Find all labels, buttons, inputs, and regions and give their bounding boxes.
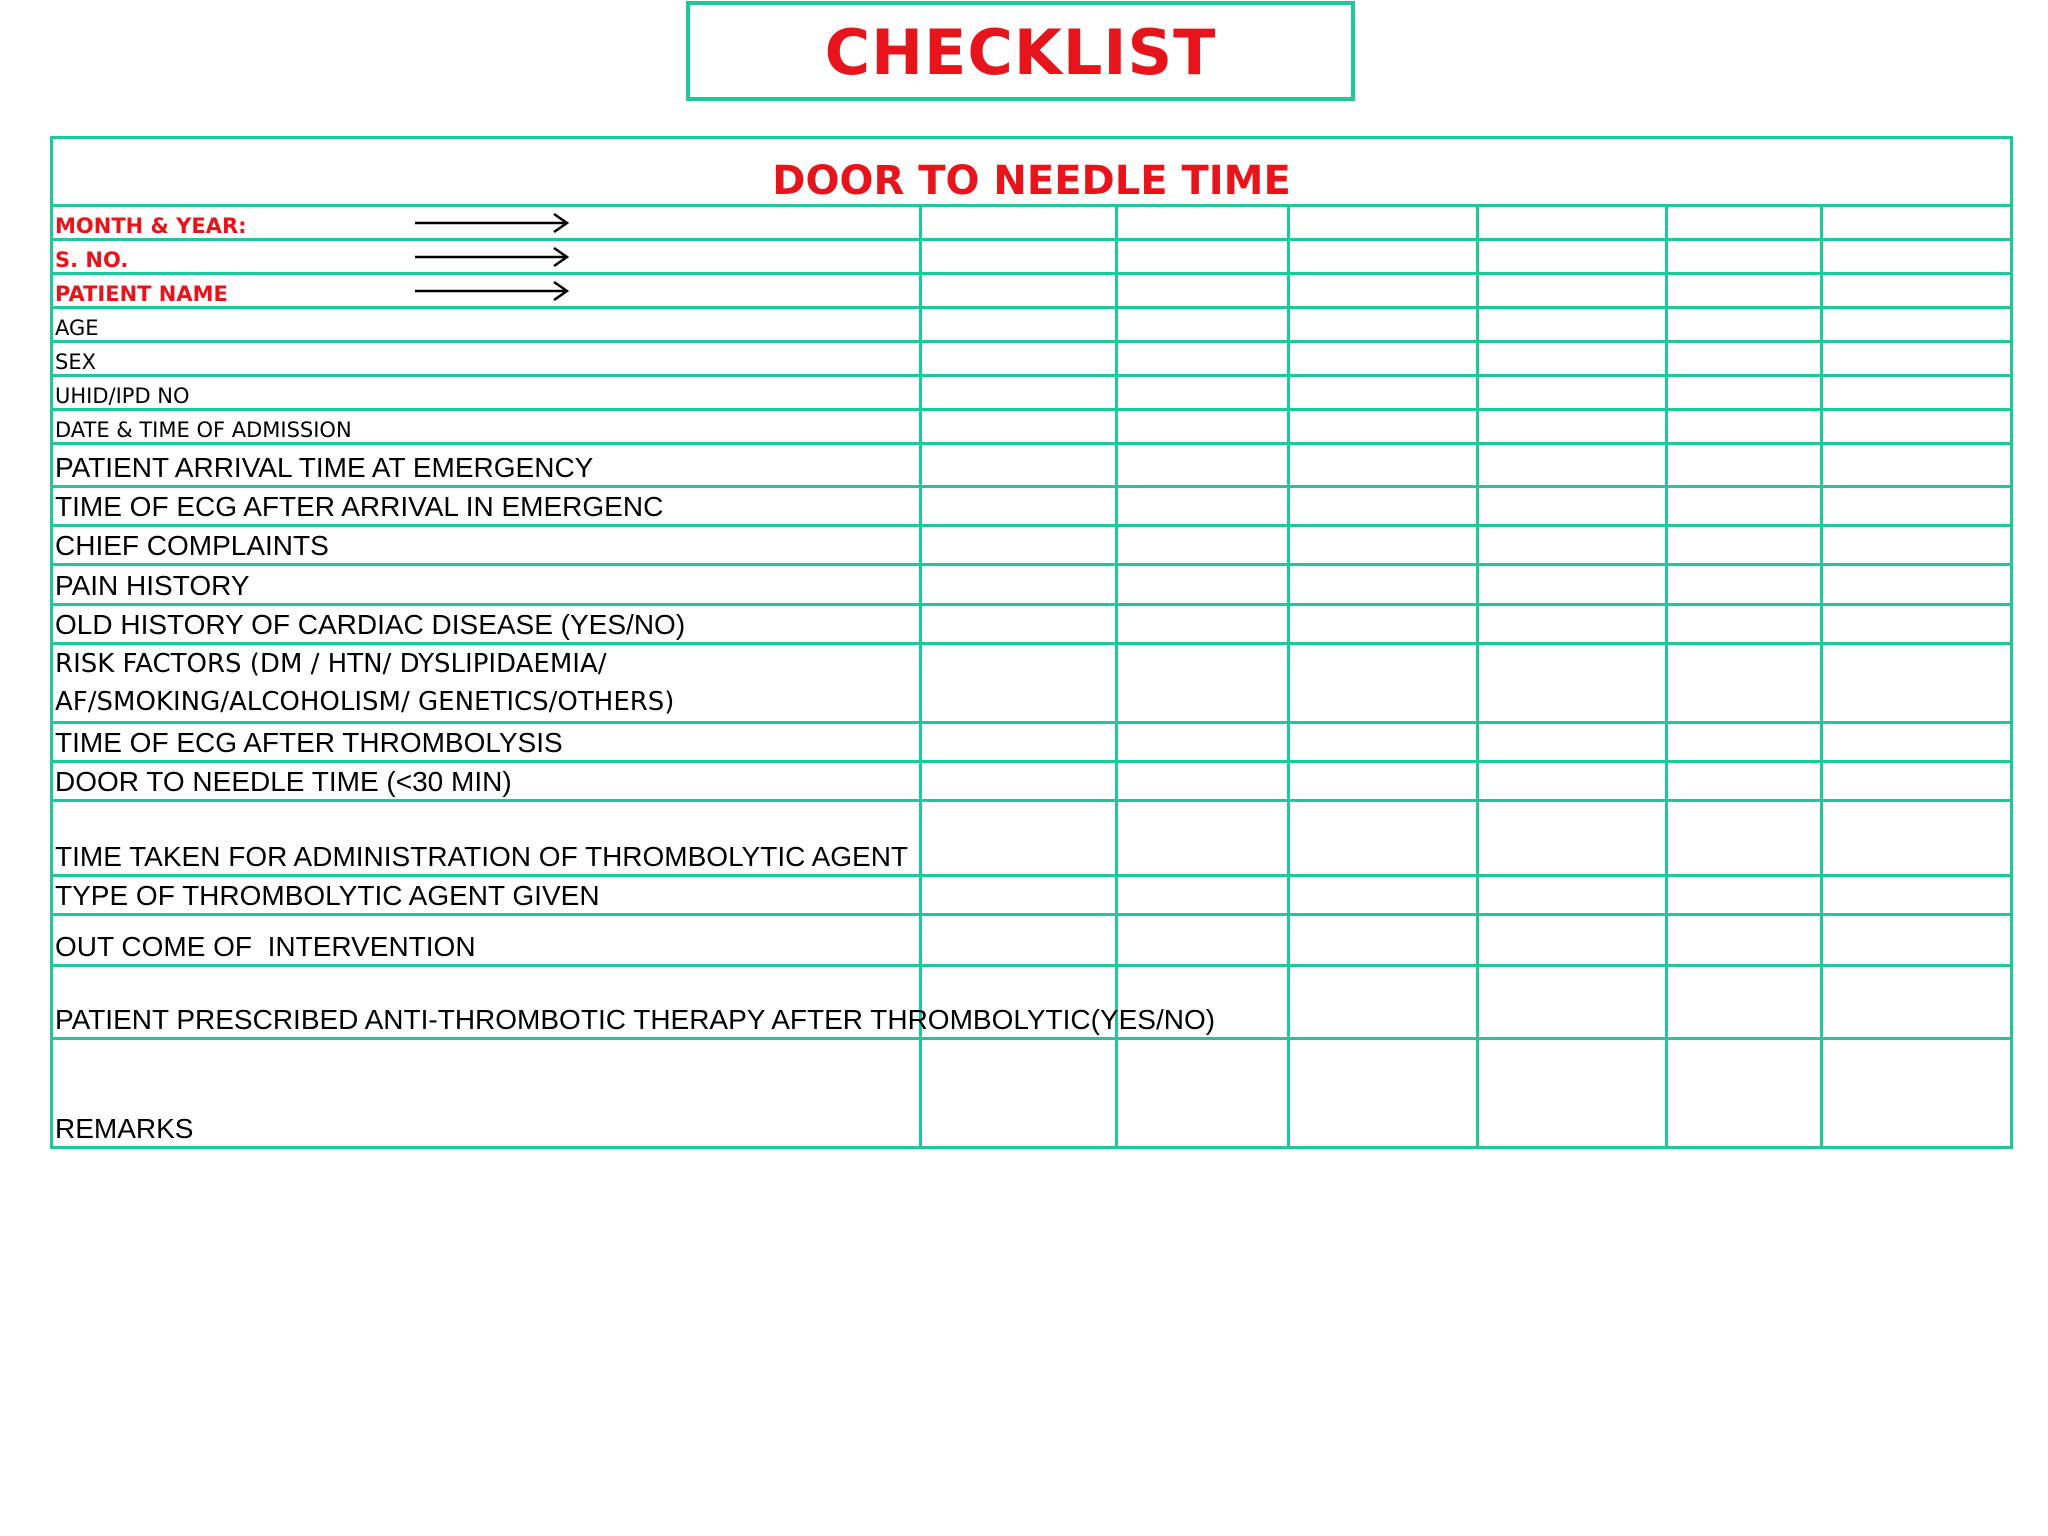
entry-cell[interactable] (1117, 308, 1289, 342)
entry-cell[interactable] (1117, 723, 1289, 762)
table-row (52, 644, 2012, 723)
entry-cell[interactable] (1289, 723, 1478, 762)
entry-cell[interactable] (1117, 444, 1289, 487)
entry-cell[interactable] (1289, 565, 1478, 605)
table-row (52, 762, 2012, 801)
right-arrow-icon (415, 246, 570, 268)
entry-cell[interactable] (1478, 376, 1667, 410)
row-label-text: TIME TAKEN FOR ADMINISTRATION OF THROMBOLYTIC AGENT (55, 841, 909, 872)
row-label-text: PATIENT PRESCRIBED ANTI-THROMBOTIC THERAPY AFTER THROMBOLYTIC(YES/NO) (55, 1004, 1216, 1035)
entry-cell[interactable] (921, 876, 1117, 915)
entry-cell[interactable] (1822, 915, 2012, 966)
table-row (52, 308, 2012, 342)
row-label-serial-no (52, 240, 921, 274)
entry-cell[interactable] (1478, 206, 1667, 240)
entry-cell[interactable] (921, 342, 1117, 376)
entry-cell[interactable] (1478, 876, 1667, 915)
page-title: CHECKLIST (824, 15, 1217, 89)
entry-cell[interactable] (1822, 410, 2012, 444)
entry-cell[interactable] (1117, 206, 1289, 240)
row-label-administration-time (52, 801, 921, 876)
row-label-text: DOOR TO NEEDLE TIME (<30 MIN) (55, 766, 512, 797)
entry-cell[interactable] (1478, 410, 1667, 444)
row-label-text: PATIENT ARRIVAL TIME AT EMERGENCY (55, 452, 594, 483)
table-row (52, 206, 2012, 240)
entry-cell[interactable] (1822, 801, 2012, 876)
entry-cell[interactable] (1822, 605, 2012, 644)
entry-cell[interactable] (1822, 206, 2012, 240)
entry-cell[interactable] (1667, 274, 1822, 308)
entry-cell[interactable] (1117, 526, 1289, 565)
entry-cell[interactable] (1822, 966, 2012, 1039)
entry-cell[interactable] (921, 644, 1117, 723)
entry-cell[interactable] (1667, 644, 1822, 723)
form-heading: DOOR TO NEEDLE TIME (52, 138, 2012, 206)
entry-cell[interactable] (1478, 526, 1667, 565)
row-label-patient-name (52, 274, 921, 308)
entry-cell[interactable] (1117, 565, 1289, 605)
row-label-remarks (52, 1039, 921, 1148)
entry-cell[interactable] (1289, 801, 1478, 876)
entry-cell[interactable] (1822, 1039, 2012, 1148)
entry-cell[interactable] (921, 308, 1117, 342)
row-label-agent-type (52, 876, 921, 915)
entry-cell[interactable] (1822, 274, 2012, 308)
row-label-ecg-thrombolysis (52, 723, 921, 762)
entry-cell[interactable] (921, 801, 1117, 876)
entry-cell[interactable] (1117, 605, 1289, 644)
entry-cell[interactable] (1478, 605, 1667, 644)
table-row (52, 274, 2012, 308)
entry-cell[interactable] (921, 410, 1117, 444)
entry-cell[interactable] (921, 565, 1117, 605)
entry-cell[interactable] (921, 487, 1117, 526)
row-label-text: UHID/IPD NO (55, 384, 190, 408)
entry-cell[interactable] (1822, 444, 2012, 487)
entry-cell[interactable] (1667, 876, 1822, 915)
row-label-text: PATIENT NAME (55, 282, 228, 306)
entry-cell[interactable] (1289, 444, 1478, 487)
entry-cell[interactable] (1667, 801, 1822, 876)
row-label-antithrombotic (52, 966, 1216, 1039)
entry-cell[interactable] (1667, 410, 1822, 444)
row-label-door-to-needle (52, 762, 921, 801)
row-label-text: OUT COME OF INTERVENTION (55, 931, 476, 962)
entry-cell[interactable] (1117, 876, 1289, 915)
entry-cell[interactable] (1822, 762, 2012, 801)
entry-cell[interactable] (1289, 526, 1478, 565)
row-label-sex (52, 342, 921, 376)
table-row (52, 605, 2012, 644)
entry-cell[interactable] (1667, 605, 1822, 644)
entry-cell[interactable] (1289, 644, 1478, 723)
entry-cell[interactable] (1667, 723, 1822, 762)
row-label-age (52, 308, 921, 342)
entry-cell[interactable] (1667, 308, 1822, 342)
table-row (52, 1039, 2012, 1148)
entry-cell[interactable] (1667, 444, 1822, 487)
entry-cell[interactable] (1822, 487, 2012, 526)
entry-cell[interactable] (1822, 876, 2012, 915)
table-row (52, 410, 2012, 444)
entry-cell[interactable] (1667, 206, 1822, 240)
entry-cell[interactable] (1478, 762, 1667, 801)
entry-cell[interactable] (1289, 605, 1478, 644)
entry-cell[interactable] (921, 274, 1117, 308)
entry-cell[interactable] (1478, 723, 1667, 762)
entry-cell[interactable] (1478, 565, 1667, 605)
entry-cell[interactable] (1822, 526, 2012, 565)
entry-cell[interactable] (1117, 644, 1289, 723)
entry-cell[interactable] (1289, 410, 1478, 444)
entry-cell[interactable] (1667, 376, 1822, 410)
table-row (52, 444, 2012, 487)
row-label-pain-history (52, 565, 921, 605)
row-label-month-year (52, 206, 921, 240)
entry-cell[interactable] (1667, 526, 1822, 565)
entry-cell[interactable] (1478, 915, 1667, 966)
entry-cell[interactable] (1478, 487, 1667, 526)
entry-cell[interactable] (1478, 966, 1667, 1039)
row-label-chief-complaints (52, 526, 921, 565)
heading-row (52, 138, 2012, 206)
table-row (52, 240, 2012, 274)
entry-cell[interactable] (1667, 342, 1822, 376)
row-label-text: MONTH & YEAR: (55, 214, 247, 238)
entry-cell[interactable] (1289, 1039, 1478, 1148)
entry-cell[interactable] (1667, 1039, 1822, 1148)
table-row (52, 723, 2012, 762)
entry-cell[interactable] (1117, 915, 1289, 966)
row-label-ecg-arrival (52, 487, 921, 526)
entry-cell[interactable] (1289, 376, 1478, 410)
entry-cell[interactable] (1478, 308, 1667, 342)
entry-cell[interactable] (1667, 565, 1822, 605)
table-row (52, 487, 2012, 526)
entry-cell[interactable] (1117, 342, 1289, 376)
table-row (52, 342, 2012, 376)
entry-cell[interactable] (1117, 1039, 1289, 1148)
entry-cell[interactable] (1667, 762, 1822, 801)
entry-cell[interactable] (1289, 487, 1478, 526)
entry-cell[interactable] (921, 605, 1117, 644)
row-label-text: OLD HISTORY OF CARDIAC DISEASE (YES/NO) (55, 609, 686, 640)
entry-cell[interactable] (1117, 410, 1289, 444)
entry-cell[interactable] (921, 723, 1117, 762)
entry-cell[interactable] (921, 240, 1117, 274)
table-row (52, 876, 2012, 915)
entry-cell[interactable] (1289, 240, 1478, 274)
row-label-text: RISK FACTORS (DM / HTN/ DYSLIPIDAEMIA/ AF/SMOKING/ALCOHOLISM/ GENETICS/OTHERS) (55, 649, 675, 717)
entry-cell[interactable] (1478, 444, 1667, 487)
right-arrow-icon (415, 212, 570, 234)
row-label-text: REMARKS (55, 1113, 194, 1144)
entry-cell[interactable] (1117, 376, 1289, 410)
entry-cell[interactable] (1667, 966, 1822, 1039)
entry-cell[interactable] (1289, 966, 1478, 1039)
entry-cell[interactable] (1478, 1039, 1667, 1148)
entry-cell[interactable] (1289, 274, 1478, 308)
row-label-text: TIME OF ECG AFTER ARRIVAL IN EMERGENC (55, 491, 664, 522)
entry-cell[interactable] (1667, 487, 1822, 526)
row-label-text: S. NO. (55, 248, 129, 272)
entry-cell[interactable] (921, 1039, 1117, 1148)
row-label-text: TYPE OF THROMBOLYTIC AGENT GIVEN (55, 880, 600, 911)
entry-cell[interactable] (1478, 801, 1667, 876)
row-label-text: PAIN HISTORY (55, 570, 250, 601)
entry-cell[interactable] (1478, 274, 1667, 308)
entry-cell[interactable] (1478, 644, 1667, 723)
row-label-text: DATE & TIME OF ADMISSION (55, 418, 352, 442)
table-row (52, 565, 2012, 605)
entry-cell[interactable] (1289, 206, 1478, 240)
row-label-cardiac-history (52, 605, 921, 644)
table-row (52, 801, 2012, 876)
entry-cell[interactable] (921, 376, 1117, 410)
row-label-uhid (52, 376, 921, 410)
entry-cell[interactable] (921, 526, 1117, 565)
entry-cell[interactable] (1822, 644, 2012, 723)
row-label-text: SEX (55, 350, 96, 374)
entry-cell[interactable] (921, 206, 1117, 240)
entry-cell[interactable] (1117, 762, 1289, 801)
row-label-text: AGE (55, 316, 99, 340)
entry-cell[interactable] (1822, 376, 2012, 410)
entry-cell[interactable] (1289, 342, 1478, 376)
entry-cell[interactable] (921, 915, 1117, 966)
row-label-admission (52, 410, 921, 444)
entry-cell[interactable] (1822, 723, 2012, 762)
entry-cell[interactable] (1117, 274, 1289, 308)
entry-cell[interactable] (921, 762, 1117, 801)
entry-cell[interactable] (1289, 876, 1478, 915)
entry-cell[interactable] (1289, 762, 1478, 801)
entry-cell[interactable] (1117, 240, 1289, 274)
entry-cell[interactable] (1117, 801, 1289, 876)
entry-cell[interactable] (1478, 342, 1667, 376)
table-row (52, 915, 2012, 966)
right-arrow-icon (415, 280, 570, 302)
table-row (52, 966, 2012, 1039)
entry-cell[interactable] (1117, 487, 1289, 526)
entry-cell[interactable] (1822, 342, 2012, 376)
row-label-outcome (52, 915, 921, 966)
entry-cell[interactable] (1667, 915, 1822, 966)
row-label-risk-factors (52, 644, 921, 723)
entry-cell[interactable] (1822, 565, 2012, 605)
table-row (52, 376, 2012, 410)
entry-cell[interactable] (1822, 240, 2012, 274)
entry-cell[interactable] (1289, 915, 1478, 966)
entry-cell[interactable] (1478, 240, 1667, 274)
entry-cell[interactable] (1667, 240, 1822, 274)
row-label-text: CHIEF COMPLAINTS (55, 530, 329, 561)
row-label-arrival-time (52, 444, 921, 487)
title-box (686, 1, 1355, 101)
entry-cell[interactable] (1822, 308, 2012, 342)
checklist-table (50, 136, 2013, 1149)
row-label-text: TIME OF ECG AFTER THROMBOLYSIS (55, 727, 563, 758)
entry-cell[interactable] (921, 444, 1117, 487)
entry-cell[interactable] (1289, 308, 1478, 342)
table-row (52, 526, 2012, 565)
